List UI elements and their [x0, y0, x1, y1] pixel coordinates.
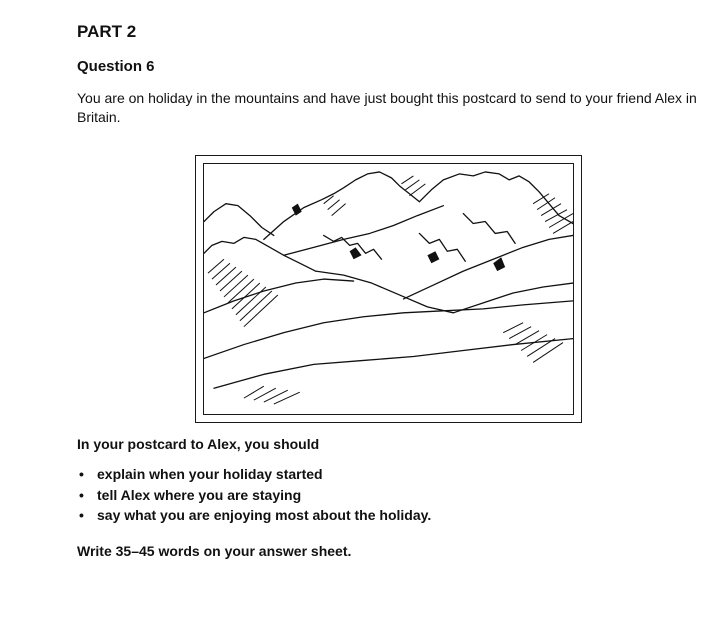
bullet-icon: •	[79, 466, 84, 482]
task-bullet-item	[77, 464, 431, 485]
postcard-frame	[195, 155, 582, 423]
task-bullet-text: tell Alex where you are staying	[97, 486, 302, 503]
task-bullet-list	[77, 464, 431, 526]
instructions-heading: In your postcard to Alex, you should	[77, 436, 320, 452]
word-count-instruction: Write 35–45 words on your answer sheet.	[77, 543, 352, 559]
bullet-icon: •	[79, 486, 84, 503]
part-title: PART 2	[77, 22, 137, 41]
question-title: Question 6	[77, 58, 155, 75]
task-bullet-item	[77, 505, 431, 526]
intro-text: You are on holiday in the mountains and have just bought this postcard to send to your friend Alex in Britain.	[77, 90, 697, 125]
task-bullet-text: explain when your holiday started	[97, 466, 323, 482]
task-bullet-text: say what you are enjoying most about the holiday.	[97, 507, 432, 523]
mountain-illustration-icon	[204, 164, 573, 414]
bullet-icon: •	[79, 507, 84, 523]
task-bullet-item	[77, 485, 431, 506]
postcard-image	[203, 163, 574, 415]
